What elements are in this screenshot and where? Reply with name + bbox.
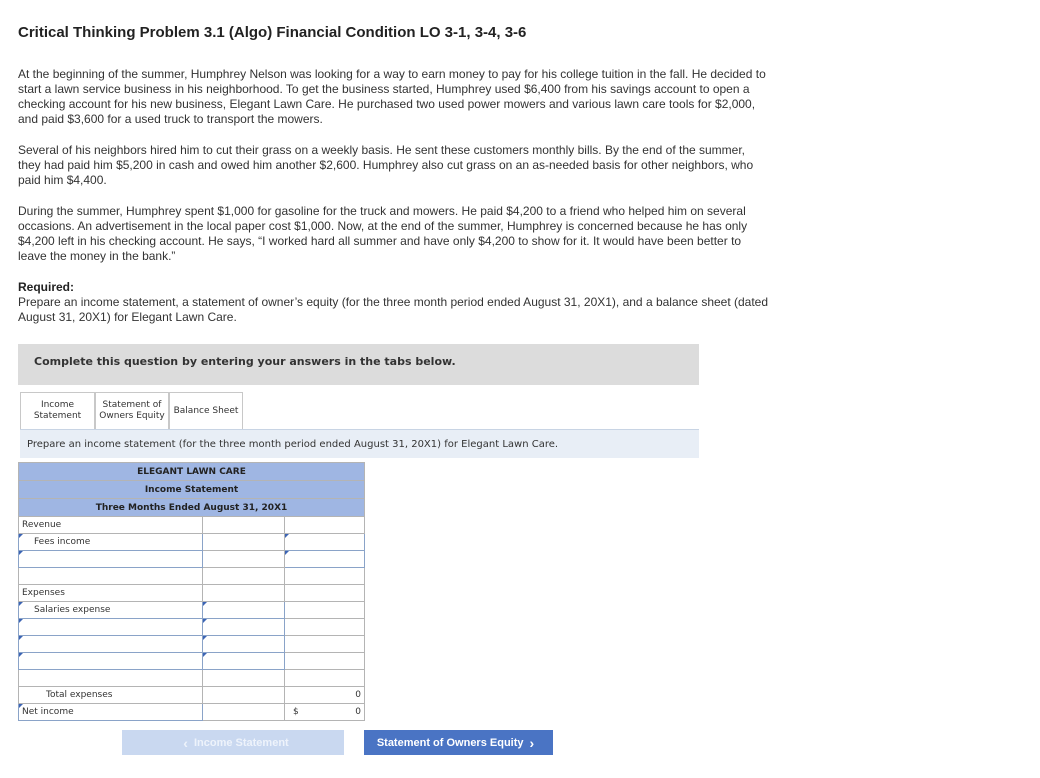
table-row: [19, 534, 365, 551]
tab-balance-sheet[interactable]: [169, 392, 243, 429]
empty-cell: [285, 568, 365, 585]
table-row: [19, 585, 365, 602]
empty-cell: [203, 585, 285, 602]
table-row: [19, 619, 365, 636]
tab-label-line1: Statement of: [102, 400, 162, 410]
revenue-amount-input[interactable]: [285, 534, 365, 551]
empty-cell: [203, 551, 285, 568]
empty-cell: [285, 670, 365, 687]
revenue-amount-input[interactable]: [285, 551, 365, 568]
next-tab-button[interactable]: [364, 730, 553, 755]
tab-label-line2: Owners Equity: [99, 411, 165, 421]
required-text: Prepare an income statement, a statement of owner’s equity (for the three month period ended August 31, 20X1), and a balance sheet (dated August 31, 20X1) for Elegant Lawn Care.: [18, 295, 769, 324]
empty-cell: [19, 568, 203, 585]
statement-period: Three Months Ended August 31, 20X1: [19, 499, 365, 517]
tab-label-line1: Income: [40, 400, 75, 410]
currency-symbol: $: [293, 707, 299, 717]
table-row: [19, 670, 365, 687]
revenue-account-select[interactable]: Fees income: [19, 534, 203, 551]
table-row: [19, 704, 365, 721]
empty-cell: [285, 517, 365, 534]
expenses-label: Expenses: [19, 585, 203, 602]
tab-owners-equity[interactable]: [95, 392, 169, 429]
tab-income-statement[interactable]: [20, 392, 95, 429]
net-income-value: 0: [355, 707, 361, 717]
expense-account-select[interactable]: [19, 619, 203, 636]
problem-paragraph-3: During the summer, Humphrey spent $1,000 for gasoline for the truck and mowers. He paid $4,200 to a friend who helped him on several occasions. An advertisement in the local paper cost $1,000. Now, at the end of the summer, Humphrey is concerned because he has only $4,200 left in his checking account. He says, “I worked hard all summer and have only $4,200 to show for it. It would have been better to leave the money in the bank.”: [18, 204, 748, 263]
expense-amount-input[interactable]: [203, 602, 285, 619]
statement-name: Income Statement: [19, 481, 365, 499]
income-statement-table: [18, 462, 365, 721]
total-expenses-value: 0: [355, 690, 361, 700]
empty-cell: [203, 534, 285, 551]
table-row: [19, 636, 365, 653]
empty-cell: [203, 517, 285, 534]
revenue-label: Revenue: [19, 517, 203, 534]
page-title: Critical Thinking Problem 3.1 (Algo) Financial Condition LO 3-1, 3-4, 3-6: [18, 24, 527, 41]
prev-tab-button[interactable]: [122, 730, 344, 755]
instructions-banner: Complete this question by entering your answers in the tabs below.: [18, 344, 699, 385]
chevron-left-icon: ‹: [183, 734, 188, 751]
required-heading: Required:: [18, 280, 75, 294]
empty-cell: [203, 568, 285, 585]
empty-cell: [203, 670, 285, 687]
net-income-select[interactable]: Net income: [19, 704, 203, 721]
revenue-account-select[interactable]: [19, 551, 203, 568]
table-row: [19, 551, 365, 568]
empty-cell: [285, 602, 365, 619]
tab-instruction: Prepare an income statement (for the three month period ended August 31, 20X1) for Elegant Lawn Care.: [20, 429, 699, 458]
expense-amount-input[interactable]: [203, 636, 285, 653]
tab-label-line2: Statement: [33, 411, 82, 421]
problem-paragraph-2: Several of his neighbors hired him to cut their grass on a weekly basis. He sent these customers monthly bills. By the end of the summer, they had paid him $5,200 in cash and owed him another $2,600. Humphrey also cut grass on an as-needed basis for other neighbors, who paid him $4,400.: [18, 143, 754, 187]
expense-amount-input[interactable]: [203, 619, 285, 636]
total-expenses-label: Total expenses: [19, 687, 203, 704]
tab-bar: [20, 392, 243, 429]
empty-cell: [285, 585, 365, 602]
empty-cell: [19, 670, 203, 687]
table-row: [19, 517, 365, 534]
table-row: [19, 653, 365, 670]
tab-label: Balance Sheet: [173, 405, 239, 416]
table-row: [19, 602, 365, 619]
expense-amount-input[interactable]: [203, 653, 285, 670]
table-row: [19, 568, 365, 585]
expense-account-select[interactable]: [19, 653, 203, 670]
company-name: ELEGANT LAWN CARE: [19, 463, 365, 481]
empty-cell: [203, 704, 285, 721]
expense-account-select[interactable]: Salaries expense: [19, 602, 203, 619]
total-expenses-cell: [285, 687, 365, 704]
empty-cell: [285, 653, 365, 670]
table-row: [19, 687, 365, 704]
expense-account-select[interactable]: [19, 636, 203, 653]
net-income-cell: [285, 704, 365, 721]
empty-cell: [203, 687, 285, 704]
problem-paragraph-1: At the beginning of the summer, Humphrey Nelson was looking for a way to earn money to pay for his college tuition in the fall. He decided to start a lawn service business in his neighborhood. To get the business started, Humphrey used $6,400 from his savings account to open a checking account for his new business, Elegant Lawn Care. He purchased two used power mowers and various lawn care tools for $2,000, and paid $3,600 for a used truck to transport the mowers.: [18, 67, 766, 126]
next-tab-label: Statement of Owners Equity: [376, 736, 524, 749]
chevron-right-icon: ›: [529, 734, 535, 751]
empty-cell: [285, 619, 365, 636]
prev-tab-label: Income Statement: [193, 736, 289, 749]
empty-cell: [285, 636, 365, 653]
